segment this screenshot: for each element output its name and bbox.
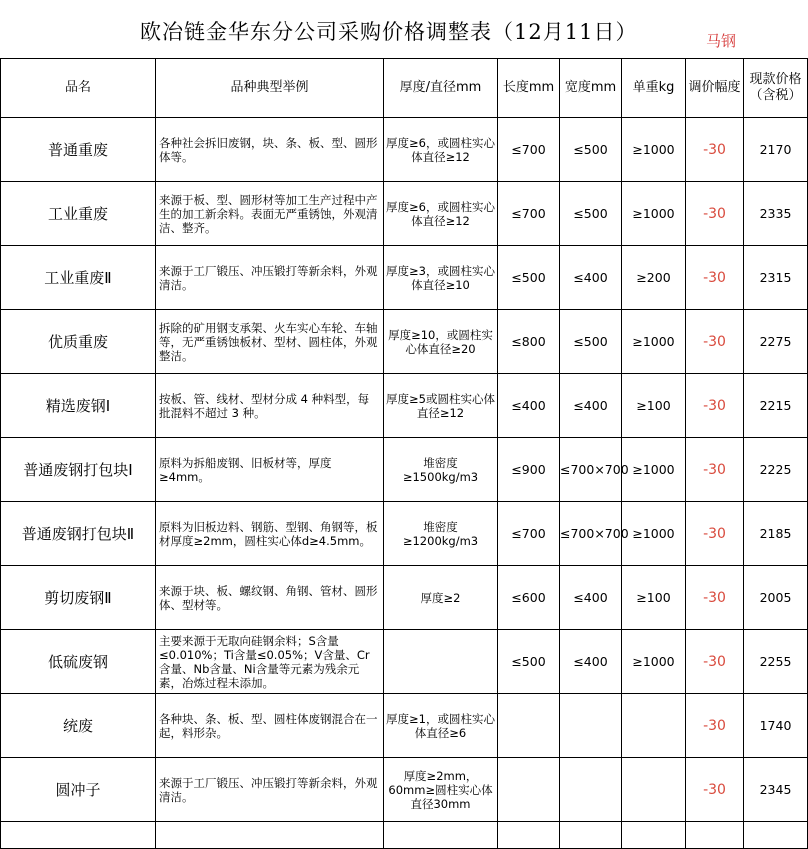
row-adjust: -30 bbox=[686, 502, 744, 566]
row-adjust: -30 bbox=[686, 374, 744, 438]
row-length: ≤700 bbox=[498, 182, 560, 246]
row-price: 2275 bbox=[744, 310, 808, 374]
row-thickness: 厚度≥3，或圆柱实心体直径≥10 bbox=[384, 246, 498, 310]
row-thickness: 厚度≥2 bbox=[384, 566, 498, 630]
row-thickness: 堆密度≥1500kg/m3 bbox=[384, 438, 498, 502]
row-example bbox=[156, 182, 384, 246]
row-name: 精选废钢Ⅰ bbox=[1, 374, 156, 438]
row-price: 1740 bbox=[744, 694, 808, 758]
row-unit-weight: ≥1000 bbox=[622, 118, 686, 182]
row-thickness bbox=[384, 630, 498, 694]
row-example bbox=[156, 246, 384, 310]
row-example-text: 拆除的矿用钢支承架、火车实心车轮、车轴等，无严重锈蚀板材、型材、圆柱体，外观整洁。 bbox=[159, 320, 378, 363]
row-example bbox=[156, 694, 384, 758]
table-tail-row bbox=[1, 822, 808, 849]
header-row bbox=[1, 59, 808, 118]
row-thickness: 厚度≥10，或圆柱实心体直径≥20 bbox=[384, 310, 498, 374]
row-width: ≤500 bbox=[560, 118, 622, 182]
row-width: ≤700×700 bbox=[560, 438, 622, 502]
table-row bbox=[1, 374, 808, 438]
row-unit-weight: ≥1000 bbox=[622, 438, 686, 502]
row-width: ≤400 bbox=[560, 630, 622, 694]
row-width bbox=[560, 758, 622, 822]
empty-cell bbox=[686, 822, 744, 849]
empty-cell bbox=[156, 822, 384, 849]
row-length bbox=[498, 694, 560, 758]
row-thickness: 厚度≥1，或圆柱实心体直径≥6 bbox=[384, 694, 498, 758]
row-length: ≤700 bbox=[498, 502, 560, 566]
row-width: ≤700×700 bbox=[560, 502, 622, 566]
row-example bbox=[156, 630, 384, 694]
table-row bbox=[1, 310, 808, 374]
row-price: 2255 bbox=[744, 630, 808, 694]
row-price: 2215 bbox=[744, 374, 808, 438]
row-length bbox=[498, 758, 560, 822]
header-price: 现款价格（含税） bbox=[744, 59, 808, 118]
row-thickness: 厚度≥6，或圆柱实心体直径≥12 bbox=[384, 182, 498, 246]
row-unit-weight bbox=[622, 694, 686, 758]
row-unit-weight: ≥1000 bbox=[622, 182, 686, 246]
row-adjust: -30 bbox=[686, 694, 744, 758]
row-price: 2345 bbox=[744, 758, 808, 822]
row-price: 2225 bbox=[744, 438, 808, 502]
row-name: 优质重废 bbox=[1, 310, 156, 374]
row-width: ≤400 bbox=[560, 374, 622, 438]
row-example-text: 来源于块、板、螺纹钢、角钢、管材、圆形体、型材等。 bbox=[159, 583, 378, 612]
row-name: 剪切废钢Ⅱ bbox=[1, 566, 156, 630]
row-example bbox=[156, 502, 384, 566]
table-row bbox=[1, 118, 808, 182]
title-row bbox=[0, 0, 807, 58]
header-name: 品名 bbox=[1, 59, 156, 118]
row-adjust: -30 bbox=[686, 630, 744, 694]
empty-cell bbox=[560, 822, 622, 849]
row-unit-weight: ≥1000 bbox=[622, 630, 686, 694]
row-name: 普通废钢打包块Ⅱ bbox=[1, 502, 156, 566]
row-price: 2185 bbox=[744, 502, 808, 566]
row-adjust: -30 bbox=[686, 246, 744, 310]
row-name: 普通重废 bbox=[1, 118, 156, 182]
row-example bbox=[156, 566, 384, 630]
row-unit-weight: ≥100 bbox=[622, 374, 686, 438]
row-name: 统废 bbox=[1, 694, 156, 758]
table-row bbox=[1, 630, 808, 694]
stamp-label: 马钢 bbox=[706, 32, 737, 50]
empty-cell bbox=[498, 822, 560, 849]
row-thickness: 厚度≥2mm，60mm≥圆柱实心体直径30mm bbox=[384, 758, 498, 822]
row-example bbox=[156, 374, 384, 438]
empty-cell bbox=[384, 822, 498, 849]
row-example bbox=[156, 438, 384, 502]
table-row bbox=[1, 694, 808, 758]
table-row bbox=[1, 758, 808, 822]
row-name: 低硫废钢 bbox=[1, 630, 156, 694]
row-width: ≤500 bbox=[560, 310, 622, 374]
row-name: 工业重废Ⅱ bbox=[1, 246, 156, 310]
row-adjust: -30 bbox=[686, 118, 744, 182]
row-example bbox=[156, 118, 384, 182]
row-width bbox=[560, 694, 622, 758]
row-length: ≤400 bbox=[498, 374, 560, 438]
empty-cell bbox=[744, 822, 808, 849]
row-name: 工业重废 bbox=[1, 182, 156, 246]
empty-cell bbox=[1, 822, 156, 849]
row-example-text: 来源于板、型、圆形材等加工生产过程中产生的加工新余料。表面无严重锈蚀，外观清洁、整齐。 bbox=[159, 192, 378, 235]
row-thickness: 堆密度≥1200kg/m3 bbox=[384, 502, 498, 566]
header-example: 品种典型举例 bbox=[156, 59, 384, 118]
header-width: 宽度mm bbox=[560, 59, 622, 118]
row-adjust: -30 bbox=[686, 758, 744, 822]
row-price: 2005 bbox=[744, 566, 808, 630]
row-adjust: -30 bbox=[686, 566, 744, 630]
row-example-text: 来源于工厂锻压、冲压锻打等新余料，外观清洁。 bbox=[159, 263, 378, 292]
table-row bbox=[1, 182, 808, 246]
header-thickness: 厚度/直径mm bbox=[384, 59, 498, 118]
row-price: 2335 bbox=[744, 182, 808, 246]
row-length: ≤700 bbox=[498, 118, 560, 182]
header-adjust: 调价幅度 bbox=[686, 59, 744, 118]
header-unit-weight: 单重kg bbox=[622, 59, 686, 118]
row-example-text: 按板、管、线材、型材分成 4 种料型，每批混料不超过 3 种。 bbox=[159, 391, 370, 420]
row-adjust: -30 bbox=[686, 182, 744, 246]
row-example bbox=[156, 758, 384, 822]
row-price: 2170 bbox=[744, 118, 808, 182]
row-example-text: 原料为旧板边料、钢筋、型钢、角钢等，板材厚度≥2mm，圆柱实心体d≥4.5mm。 bbox=[159, 519, 378, 548]
row-example-text: 主要来源于无取向硅钢余料；S含量≤0.010%；Ti含量≤0.05%；V含量、Cr含量、Nb含量、Ni含量等元素为残余元素，冶炼过程未添加。 bbox=[159, 634, 370, 690]
row-unit-weight: ≥1000 bbox=[622, 502, 686, 566]
row-length: ≤500 bbox=[498, 630, 560, 694]
row-unit-weight: ≥1000 bbox=[622, 310, 686, 374]
row-length: ≤800 bbox=[498, 310, 560, 374]
row-example-text: 原料为拆船废钢、旧板材等，厚度≥4mm。 bbox=[159, 455, 332, 484]
header-length: 长度mm bbox=[498, 59, 560, 118]
row-unit-weight bbox=[622, 758, 686, 822]
row-name: 普通废钢打包块Ⅰ bbox=[1, 438, 156, 502]
row-adjust: -30 bbox=[686, 310, 744, 374]
row-width: ≤500 bbox=[560, 182, 622, 246]
row-unit-weight: ≥100 bbox=[622, 566, 686, 630]
row-example bbox=[156, 310, 384, 374]
sheet-title: 欧冶链金华东分公司采购价格调整表（12月11日） bbox=[140, 20, 638, 44]
row-unit-weight: ≥200 bbox=[622, 246, 686, 310]
table-row bbox=[1, 502, 808, 566]
row-thickness: 厚度≥6，或圆柱实心体直径≥12 bbox=[384, 118, 498, 182]
row-length: ≤500 bbox=[498, 246, 560, 310]
row-example-text: 各种社会拆旧废钢，块、条、板、型、圆形体等。 bbox=[159, 135, 378, 164]
row-price: 2315 bbox=[744, 246, 808, 310]
row-width: ≤400 bbox=[560, 246, 622, 310]
table-row bbox=[1, 438, 808, 502]
price-table bbox=[0, 58, 808, 849]
table-row bbox=[1, 246, 808, 310]
row-length: ≤900 bbox=[498, 438, 560, 502]
row-thickness: 厚度≥5或圆柱实心体直径≥12 bbox=[384, 374, 498, 438]
row-example-text: 来源于工厂锻压、冲压锻打等新余料，外观清洁。 bbox=[159, 775, 378, 804]
row-length: ≤600 bbox=[498, 566, 560, 630]
table-row bbox=[1, 566, 808, 630]
empty-cell bbox=[622, 822, 686, 849]
row-example-text: 各种块、条、板、型、圆柱体废钢混合在一起，料形杂。 bbox=[159, 711, 378, 740]
row-width: ≤400 bbox=[560, 566, 622, 630]
row-adjust: -30 bbox=[686, 438, 744, 502]
row-name: 圆冲子 bbox=[1, 758, 156, 822]
